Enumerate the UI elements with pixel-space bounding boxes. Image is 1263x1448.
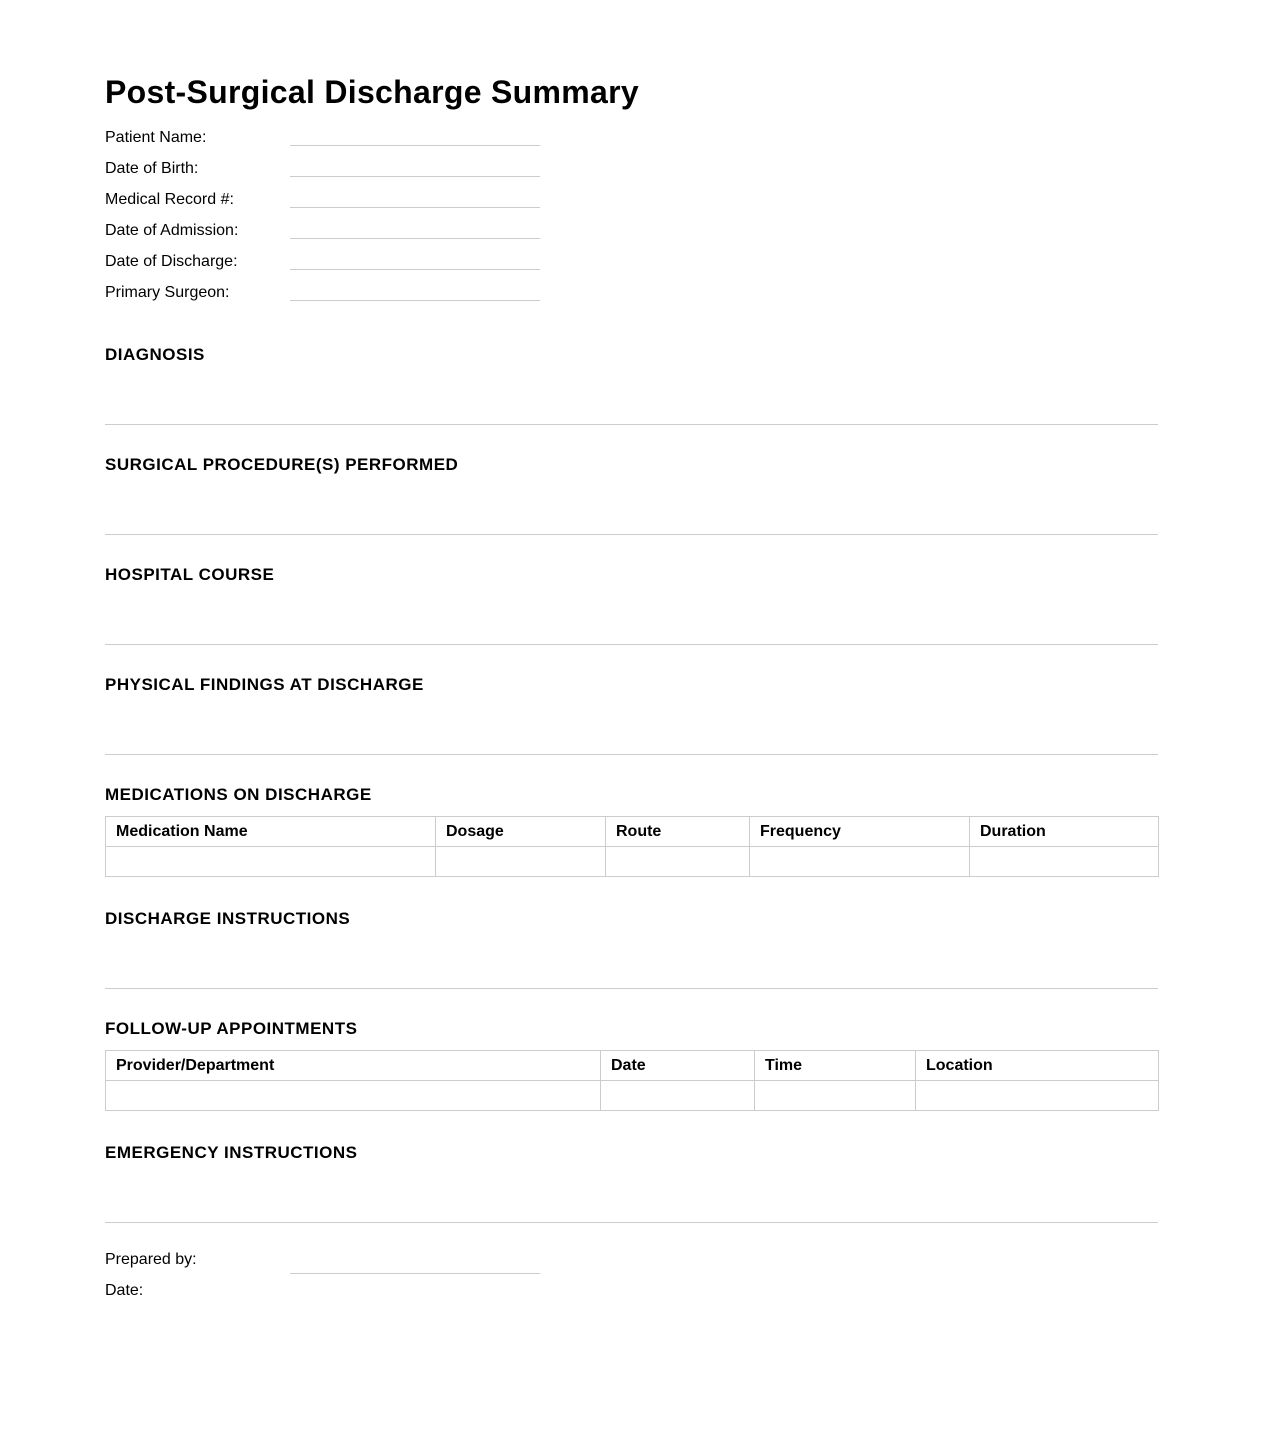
column-header: Dosage: [436, 817, 606, 847]
field-label: Date of Admission:: [105, 222, 239, 239]
section-heading-hospital-course: HOSPITAL COURSE: [105, 565, 275, 584]
field-label: Primary Surgeon:: [105, 284, 230, 301]
medical-record-input[interactable]: [290, 207, 540, 208]
field-label: Date of Birth:: [105, 160, 199, 177]
table-header-row: [106, 1051, 1159, 1081]
field-label: Date:: [105, 1282, 144, 1299]
table-row: [106, 847, 1159, 877]
column-header: Time: [755, 1051, 916, 1081]
section-heading-emergency-instructions: EMERGENCY INSTRUCTIONS: [105, 1143, 358, 1162]
provider-cell[interactable]: [106, 1081, 601, 1111]
frequency-cell[interactable]: [750, 847, 970, 877]
field-label: Date of Discharge:: [105, 253, 238, 270]
field-signature-date: [105, 1281, 545, 1312]
patient-name-input[interactable]: [290, 145, 540, 146]
procedures-entry-line[interactable]: [105, 534, 1158, 535]
location-cell[interactable]: [916, 1081, 1159, 1111]
column-header: Date: [601, 1051, 755, 1081]
duration-cell[interactable]: [970, 847, 1159, 877]
hospital-course-entry-line[interactable]: [105, 644, 1158, 645]
time-cell[interactable]: [755, 1081, 916, 1111]
date-cell[interactable]: [601, 1081, 755, 1111]
field-patient-name: [105, 128, 545, 159]
date-of-birth-input[interactable]: [290, 176, 540, 177]
route-cell[interactable]: [606, 847, 750, 877]
page-title: Post-Surgical Discharge Summary: [105, 74, 639, 110]
medications-table: [105, 816, 1159, 877]
field-prepared-by: [105, 1250, 545, 1281]
field-date-of-discharge: [105, 252, 545, 283]
section-heading-medications: MEDICATIONS ON DISCHARGE: [105, 785, 372, 804]
date-of-admission-input[interactable]: [290, 238, 540, 239]
field-label: Patient Name:: [105, 129, 207, 146]
field-label: Prepared by:: [105, 1251, 197, 1268]
column-header: Route: [606, 817, 750, 847]
column-header: Frequency: [750, 817, 970, 847]
emergency-instructions-entry-line[interactable]: [105, 1222, 1158, 1223]
date-of-discharge-input[interactable]: [290, 269, 540, 270]
field-date-of-admission: [105, 221, 545, 252]
physical-findings-entry-line[interactable]: [105, 754, 1158, 755]
column-header: Duration: [970, 817, 1159, 847]
column-header: Provider/Department: [106, 1051, 601, 1081]
table-row: [106, 1081, 1159, 1111]
section-heading-discharge-instructions: DISCHARGE INSTRUCTIONS: [105, 909, 351, 928]
dosage-cell[interactable]: [436, 847, 606, 877]
field-label: Medical Record #:: [105, 191, 234, 208]
column-header: Medication Name: [106, 817, 436, 847]
follow-up-table: [105, 1050, 1159, 1111]
section-heading-follow-up: FOLLOW-UP APPOINTMENTS: [105, 1019, 358, 1038]
table-header-row: [106, 817, 1159, 847]
discharge-instructions-entry-line[interactable]: [105, 988, 1158, 989]
field-date-of-birth: [105, 159, 545, 190]
section-heading-physical-findings: PHYSICAL FINDINGS AT DISCHARGE: [105, 675, 424, 694]
primary-surgeon-input[interactable]: [290, 300, 540, 301]
field-medical-record: [105, 190, 545, 221]
section-heading-procedures: SURGICAL PROCEDURE(S) PERFORMED: [105, 455, 459, 474]
prepared-by-input[interactable]: [290, 1273, 540, 1274]
section-heading-diagnosis: DIAGNOSIS: [105, 345, 205, 364]
medication-name-cell[interactable]: [106, 847, 436, 877]
column-header: Location: [916, 1051, 1159, 1081]
field-primary-surgeon: [105, 283, 545, 314]
diagnosis-entry-line[interactable]: [105, 424, 1158, 425]
